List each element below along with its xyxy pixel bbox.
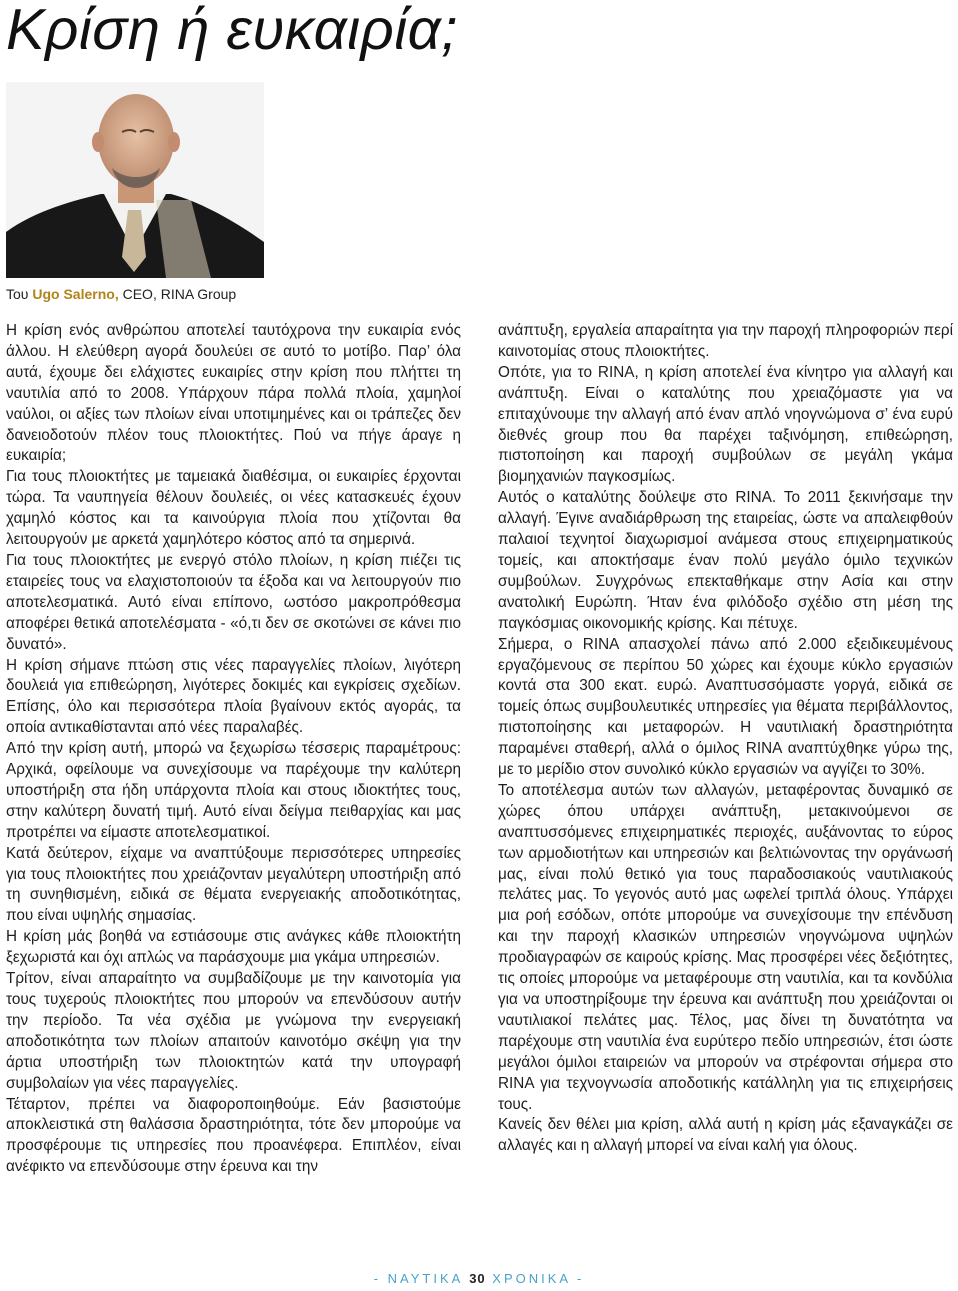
- paragraph: Κανείς δεν θέλει μια κρίση, αλλά αυτή η κρίση μάς εξαναγκάζει σε αλλαγές και η αλλαγή μπορεί να είναι καλή για όλους.: [498, 1116, 953, 1155]
- paragraph: Σήμερα, ο RINA απασχολεί πάνω από 2.000 εξειδικευμένους εργαζόμενους σε περίπου 50 χώρες και έχουμε κύκλο εργασιών κοντά στα 300 εκατ. ευρώ. Αναπτυσσόμαστε γοργά, ειδικά σε τομείς όπως συμβουλευτικές υπηρεσίες για θέματα περιβάλλοντος, πιστοποίησης και μεταφορών. Η ναυτιλιακή δραστηριότητα παραμένει σταθερή, αλλά ο όμιλος RINA αναπτύχθηκε γύρω της, με το μερίδιο στον συνολικό κύκλο εργασιών να αγγίζει το 30%.: [498, 635, 953, 779]
- page-number: 30: [469, 1271, 486, 1286]
- paragraph: Το αποτέλεσμα αυτών των αλλαγών, μεταφέροντας δυναμικό σε χώρες όπου υπάρχει ανάπτυξη, μετακινούμενοι σε αναπτυσσόμενες επιχειρηματικές περιοχές, αυξάνοντας το εύρος των αρμοδιοτήτων και υπηρεσιών και βελτιώνοντας την οργάνωσή μας, είναι πολύ θετικό για τους παραδοσιακούς ναυτιλιακούς πελάτες μας. Το γεγονός αυτό μας ωφελεί τριπλά όλους. Υπάρχει μια ροή εσόδων, οπότε μπορούμε να συνεχίσουμε την επένδυση και την παροχή κλασικών υπηρεσιών νηογνώμονα υψηλών προδιαγραφών σε καιρούς κρίσης. Μας προσφέρει νέες δεξιότητες, τις οποίες μπορούμε να μεταφέρουμε στη ναυτιλία, και τα κονδύλια για να υποστηρίξουμε την έρευνα και ανάπτυξη που χρειάζονται οι ναυτιλιακοί πελάτες μας. Τέλος, μας δίνει τη δυνατότητα να παρέχουμε στη ναυτιλία ένα ευρύτερο πεδίο υπηρεσιών, έτσι ώστε μεγάλοι όμιλοι εταιρειών να μπορούν να στρέφονται σήμερα στο RINA για τεχνογνωσία αποδοτικής κατάλληλη για τις επιχειρήσεις τους.: [498, 781, 953, 1113]
- paragraph: Για τους πλοιοκτήτες με ενεργό στόλο πλοίων, η κρίση πιέζει τις εταιρείες τους να ελαχιστοποιούν τα έξοδα και να λειτουργούν πιο αποτελεσματικά. Αυτό είναι επίπονο, ωστόσο μακροπρόθεσμα αποφέρει θετικά αποτελέσματα - «ό,τι δεν σε σκοτώνει σε κάνει πιο δυνατό».: [6, 551, 461, 653]
- footer-magazine-right: ΧΡΟΝΙΚΑ -: [485, 1271, 585, 1286]
- article-column-right: [498, 321, 953, 1157]
- author-portrait: [6, 82, 264, 278]
- byline-role: CEO, RINA Group: [118, 286, 237, 302]
- paragraph: Κατά δεύτερον, είχαμε να αναπτύξουμε περισσότερες υπηρεσίες για τους πλοιοκτήτες που χρειάζονταν μεγαλύτερη υποστήριξη από τη συνηθισμένη, ειδικά σε θέματα ενεργειακής αποδοτικότητας, που είναι υψηλής σημασίας.: [6, 844, 461, 925]
- paragraph: Η κρίση μάς βοηθά να εστιάσουμε στις ανάγκες κάθε πλοιοκτήτη ξεχωριστά και όχι απλώς να παράσχουμε μια γκάμα υπηρεσιών.: [6, 928, 461, 967]
- page-footer: [0, 1271, 958, 1286]
- paragraph: Για τους πλοιοκτήτες με ταμειακά διαθέσιμα, οι ευκαιρίες έρχονται τώρα. Τα ναυπηγεία θέλουν δουλειές, οι νέες κατασκευές έχουν χαμηλό κόστος και τα καινούργια πλοία που χτίζονται θα λειτουργούν με αρκετά χαμηλότερο κόστος από τα σημερινά.: [6, 468, 461, 549]
- article-column-left: [6, 321, 461, 1178]
- paragraph: Από την κρίση αυτή, μπορώ να ξεχωρίσω τέσσερις παραμέτρους: Αρχικά, οφείλουμε να συνεχίσουμε να παρέχουμε την καλύτερη υποστήριξη στα ήδη υπάρχοντα πλοία και στους ιδιοκτήτες τους, στην καλύτερη δυνατή τιμή. Αυτό είναι δείγμα πειθαρχίας και μας προτρέπει να είμαστε αποτελεσματικοί.: [6, 740, 461, 841]
- paragraph: Οπότε, για το RINA, η κρίση αποτελεί ένα κίνητρο για αλλαγή και ανάπτυξη. Είναι ο καταλύτης που χρειαζόμαστε για να επιταχύνουμε την αλλαγή από έναν απλό νηογνώμονα σ’ ένα ευρύ διεθνές group που θα παρέχει ταξινόμηση, επιθεώρηση, πιστοποίηση και παροχή συμβούλων σε μεγάλη γκάμα βιομηχανιών παγκοσμίως.: [498, 363, 953, 486]
- paragraph: Η κρίση ενός ανθρώπου αποτελεί ταυτόχρονα την ευκαιρία ενός άλλου. Η ελεύθερη αγορά δουλεύει σε αυτό το μοτίβο. Παρ’ όλα αυτά, έχουμε δει ελάχιστες ευκαιρίες στην κρίση που πλήττει τη ναυτιλία από το 2008. Υπάρχουν πάρα πολλά πλοία, χαμηλοί ναύλοι, οι αξίες των πλοίων είναι υποτιμημένες και οι τράπεζες δεν δανειοδοτούν πλέον τους πλοιοκτήτες. Πού να πήγε άραγε η ευκαιρία;: [6, 322, 461, 465]
- byline: [6, 286, 236, 302]
- paragraph: Τρίτον, είναι απαραίτητο να συμβαδίζουμε με την καινοτομία για τους τυχερούς πλοιοκτήτες που μπορούν να επενδύσουν αυτήν την περίοδο. Τα νέα σχέδια με γνώμονα την ενεργειακή αποδοτικότητα των πλοίων απαιτούν καινοτόμο σκέψη για την άρτια υποστήριξη των πλοιοκτητών κατά την υπογραφή συμβολαίων για νέες παραγγελίες.: [6, 970, 461, 1092]
- footer-magazine-left: - ΝΑΥΤΙΚΑ: [373, 1271, 470, 1286]
- paragraph: Η κρίση σήμανε πτώση στις νέες παραγγελίες πλοίων, λιγότερη δουλειά για επιθεώρηση, λιγότερες δοκιμές και εγκρίσεις σχεδίων. Επίσης, όλο και περισσότερα πλοία βγαίνουν εκτός αγοράς, τα οποία αντικαθίστανται από νέες παραλαβές.: [6, 656, 461, 737]
- paragraph: ανάπτυξη, εργαλεία απαραίτητα για την παροχή πληροφοριών περί καινοτομίας στους πλοιοκτήτες.: [498, 322, 953, 360]
- article-title: Κρίση ή ευκαιρία;: [6, 0, 458, 62]
- byline-author: Ugo Salerno,: [32, 286, 119, 302]
- byline-prefix: Του: [6, 286, 33, 302]
- paragraph: Τέταρτον, πρέπει να διαφοροποιηθούμε. Εάν βασιστούμε αποκλειστικά στη θαλάσσια δραστηριότητα, τότε δεν μπορούμε να προσφέρουμε τις υπηρεσίες που προανέφερα. Επιπλέον, είναι ανέφικτο να επενδύσουμε στην έρευνα και την: [6, 1095, 461, 1176]
- paragraph: Αυτός ο καταλύτης δούλεψε στο RINA. Το 2011 ξεκινήσαμε την αλλαγή. Έγινε αναδιάρθρωση της εταιρείας, ώστε να απαλειφθούν παλαιοί τεχνητοί διαχωρισμοί ανάμεσα στους επιχειρηματικούς τομείς, και αποκτήσαμε έναν πολύ μεγάλο όμιλο τεχνικών συμβούλων. Συγχρόνως επεκταθήκαμε στην Ασία και στην ανατολική Ευρώπη. Ήταν ένα φιλόδοξο σχέδιο στη μέση της παγκόσμιας οικονομικής κρίσης. Και πέτυχε.: [498, 489, 953, 632]
